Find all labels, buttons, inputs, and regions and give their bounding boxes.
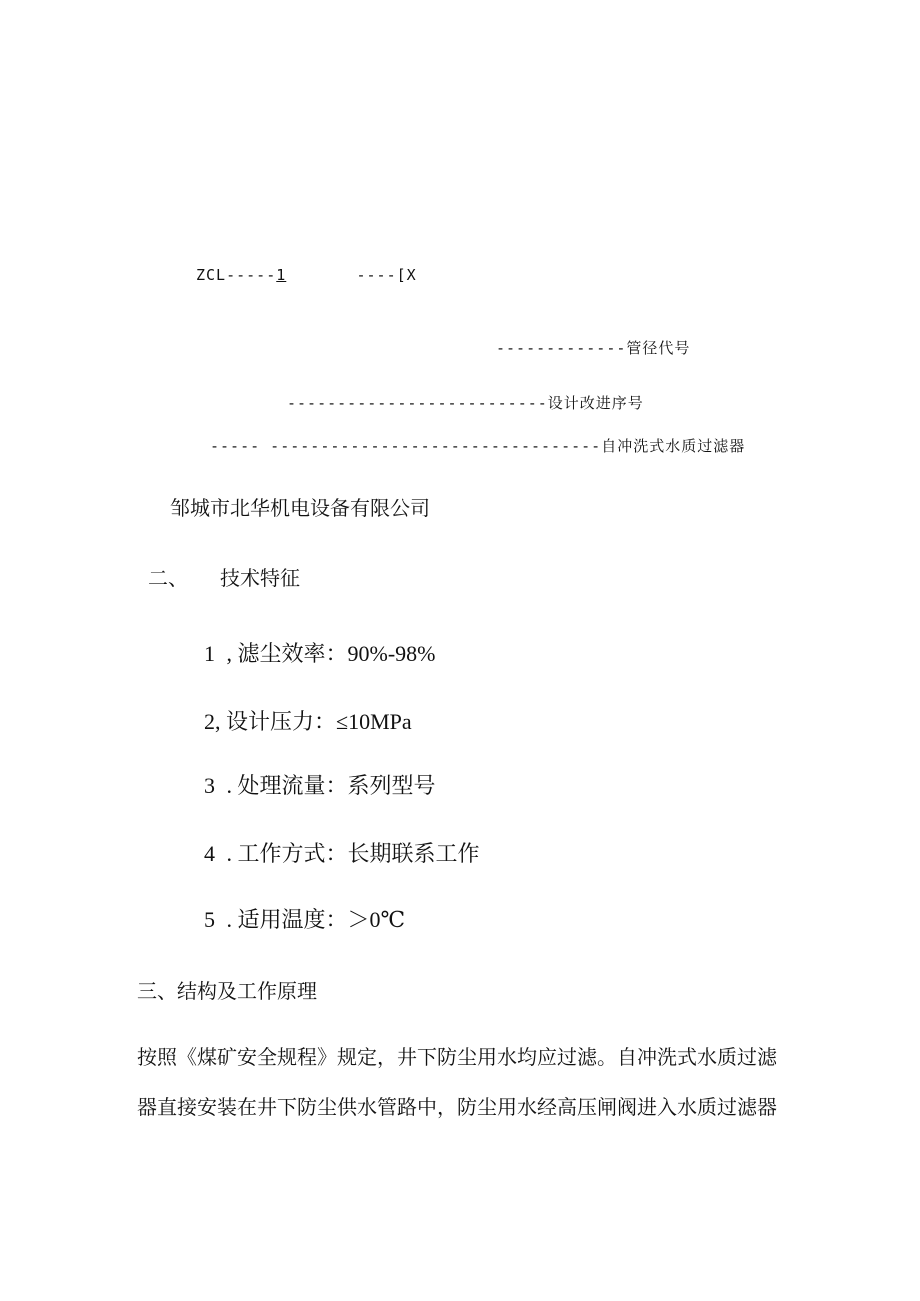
feature-text: , 设计压力：≤10MPa — [215, 709, 412, 734]
feature-text: , 滤尘效率：90%-98% — [226, 641, 436, 666]
section-2-title: 技术特征 — [220, 566, 300, 590]
legend-design-seq: --------------------------设计改进序号 — [287, 394, 644, 412]
company-name: 邹城市北华机电设备有限公司 — [170, 496, 430, 520]
feature-number: 2 — [204, 709, 215, 734]
section-2-number: 二、 — [148, 566, 188, 590]
model-dash-2: ---- — [356, 266, 397, 284]
model-code — [196, 268, 417, 283]
model-suffix: [X — [396, 266, 417, 284]
feature-text: . 处理流量：系列型号 — [226, 773, 436, 798]
feature-number: 1 — [204, 641, 215, 666]
legend-product-name: ----- ---------------------------------自冲洗式水质过滤器 — [210, 437, 746, 455]
feature-item — [204, 775, 436, 797]
legend-pipe-code: -------------管径代号 — [496, 339, 691, 357]
paragraph-line-2: 器直接安装在井下防尘供水管路中，防尘用水经高压闸阀进入水质过滤器 — [137, 1095, 777, 1119]
section-3-heading: 三、结构及工作原理 — [137, 979, 317, 1003]
section-2-heading — [148, 566, 300, 590]
feature-item — [204, 909, 405, 931]
feature-item — [204, 643, 435, 665]
feature-item — [204, 843, 480, 865]
feature-number: 4 — [204, 841, 215, 866]
paragraph-line-1: 按照《煤矿安全规程》规定，井下防尘用水均应过滤。自冲洗式水质过滤 — [137, 1045, 777, 1069]
feature-item — [204, 711, 412, 733]
feature-text: . 工作方式：长期联系工作 — [226, 841, 480, 866]
model-dash-1: ----- — [226, 266, 277, 284]
feature-number: 3 — [204, 773, 215, 798]
model-gap — [286, 266, 356, 284]
model-prefix: ZCL — [196, 266, 227, 284]
feature-text: . 适用温度：＞0℃ — [226, 907, 406, 932]
feature-number: 5 — [204, 907, 215, 932]
model-digit: 1 — [276, 266, 287, 284]
